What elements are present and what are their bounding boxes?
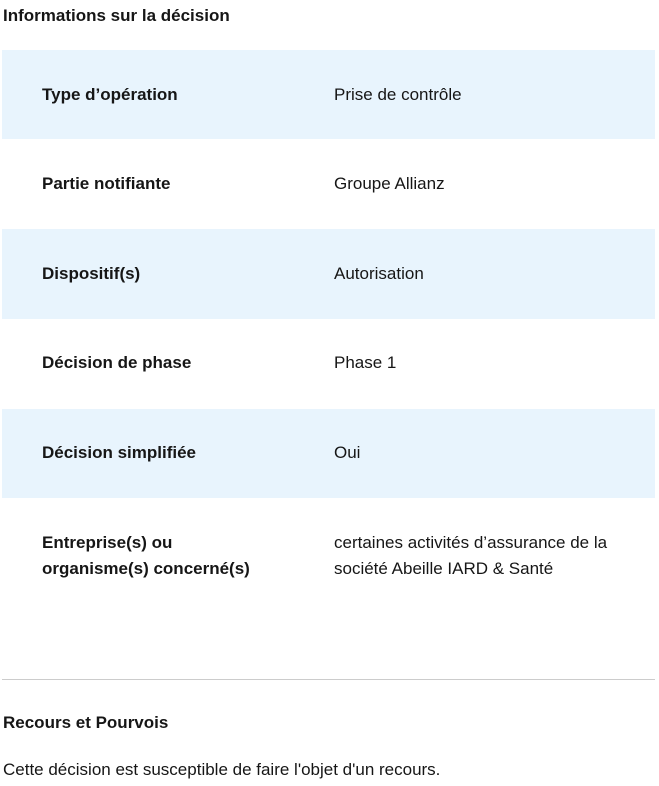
row-label: Décision de phase <box>42 353 192 372</box>
section-title: Informations sur la décision <box>3 6 230 25</box>
table-row-dispositif <box>2 229 655 319</box>
row-label: Entreprise(s) ou organisme(s) concerné(s) <box>42 533 250 578</box>
table-row-notifying-party <box>2 139 655 229</box>
row-value: certaines activités d’assurance de la société Abeille IARD & Santé <box>334 533 608 578</box>
appeals-text: Cette décision est susceptible de faire l'objet d'un recours. <box>3 760 441 779</box>
row-value: Phase 1 <box>334 353 397 372</box>
appeals-title: Recours et Pourvois <box>3 713 169 732</box>
row-value: Prise de contrôle <box>334 85 462 104</box>
table-row-phase-decision <box>2 319 655 409</box>
row-label: Décision simplifiée <box>42 443 196 462</box>
row-value: Autorisation <box>334 264 424 283</box>
decision-info-table <box>2 50 655 638</box>
row-label: Type d’opération <box>42 85 178 104</box>
table-row-simplified-decision <box>2 409 655 498</box>
row-label: Dispositif(s) <box>42 264 141 283</box>
table-row-operation-type <box>2 50 655 139</box>
row-value: Oui <box>334 443 361 462</box>
row-label: Partie notifiante <box>42 174 171 193</box>
row-value: Groupe Allianz <box>334 174 445 193</box>
section-divider <box>2 679 655 680</box>
table-row-concerned-entities <box>2 498 655 638</box>
